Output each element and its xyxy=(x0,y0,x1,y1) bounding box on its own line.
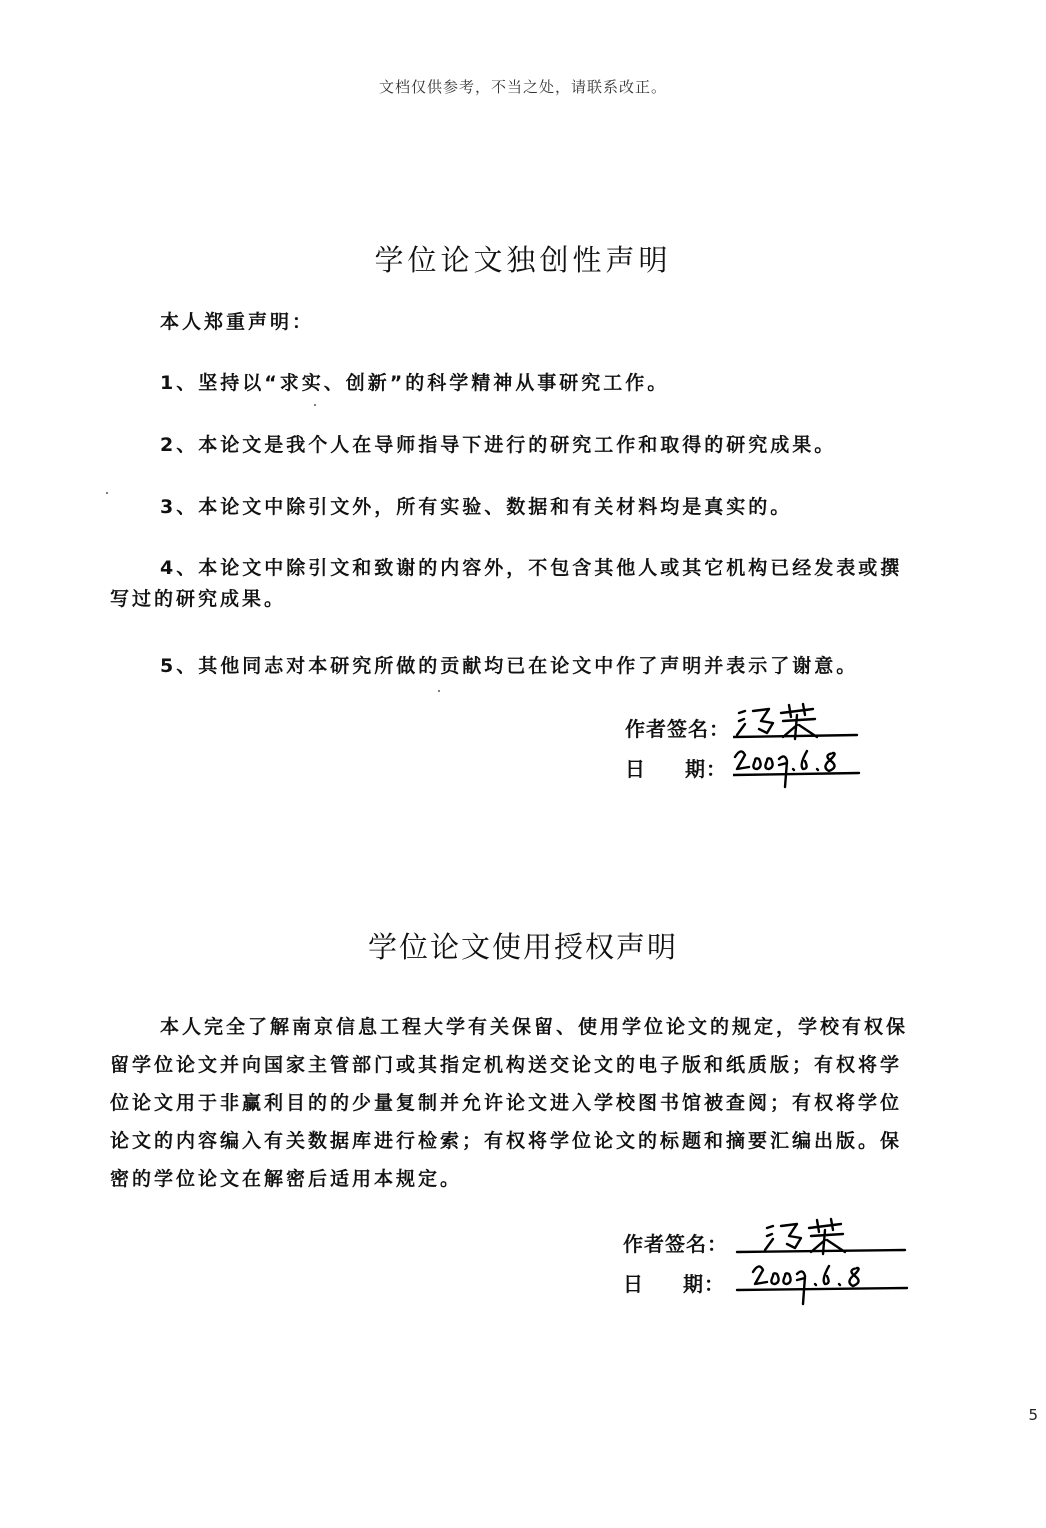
header-note: 文档仅供参考，不当之处，请联系改正。 xyxy=(378,78,667,96)
date-label-colon: ： xyxy=(704,1272,725,1296)
authorization-title: 学位论文使用授权声明 xyxy=(367,930,678,964)
handwritten-signature-date xyxy=(731,1254,911,1310)
authorization-body: 本人完全了解南京信息工程大学有关保留、使用学位论文的规定，学校有权保留学位论文并向国家主管部门或其指定机构送交论文的电子版和纸质版；有权将学位论文用于非赢利目的的少量复制并允许论文进入学校图书馆被查阅；有权将学位论文的内容编入有关数据库进行检索；有权将学位论文的标题和摘要汇编出版。保密的学位论文在解密后适用本规定。 xyxy=(110,1016,909,1190)
declaration-title: 学位论文独创性声明 xyxy=(374,243,672,277)
page-number: 5 xyxy=(1028,1406,1038,1424)
handwritten-signature-name xyxy=(733,699,863,743)
scan-speck xyxy=(438,690,440,692)
date-row xyxy=(623,1268,735,1308)
handwritten-signature-date xyxy=(733,739,863,795)
date-label-colon: ： xyxy=(706,757,727,781)
declaration-signature-block xyxy=(625,713,737,793)
authorization-signature-block xyxy=(623,1228,735,1308)
author-signature-row xyxy=(625,713,737,753)
date-label-tail xyxy=(685,753,727,782)
author-label: 作者签名： xyxy=(625,717,730,741)
date-label-char-2: 期 xyxy=(685,757,706,781)
date-label-char-1: 日 xyxy=(625,757,646,781)
declaration-intro: 本人郑重声明： xyxy=(160,311,315,333)
date-row xyxy=(625,753,737,793)
declaration-item-5: 5、其他同志对本研究所做的贡献均已在论文中作了声明并表示了谢意。 xyxy=(160,655,859,677)
date-label xyxy=(625,753,737,782)
scan-speck xyxy=(106,492,108,494)
declaration-item-1: 1、坚持以“求实、创新”的科学精神从事研究工作。 xyxy=(160,372,670,394)
date-label-char-2: 期 xyxy=(683,1272,704,1296)
author-signature-row xyxy=(623,1228,735,1268)
date-label-tail xyxy=(683,1268,725,1297)
author-label: 作者签名： xyxy=(623,1232,728,1256)
date-label-char-1: 日 xyxy=(623,1272,644,1296)
date-label xyxy=(623,1268,735,1297)
scan-speck xyxy=(314,404,316,406)
handwritten-signature-name xyxy=(731,1214,911,1258)
declaration-item-4: 4、本论文中除引文和致谢的内容外，不包含其他人或其它机构已经发表或撰写过的研究成果。 xyxy=(110,557,903,610)
declaration-item-2: 2、本论文是我个人在导师指导下进行的研究工作和取得的研究成果。 xyxy=(160,434,837,456)
declaration-item-3: 3、本论文中除引文外，所有实验、数据和有关材料均是真实的。 xyxy=(160,496,793,518)
